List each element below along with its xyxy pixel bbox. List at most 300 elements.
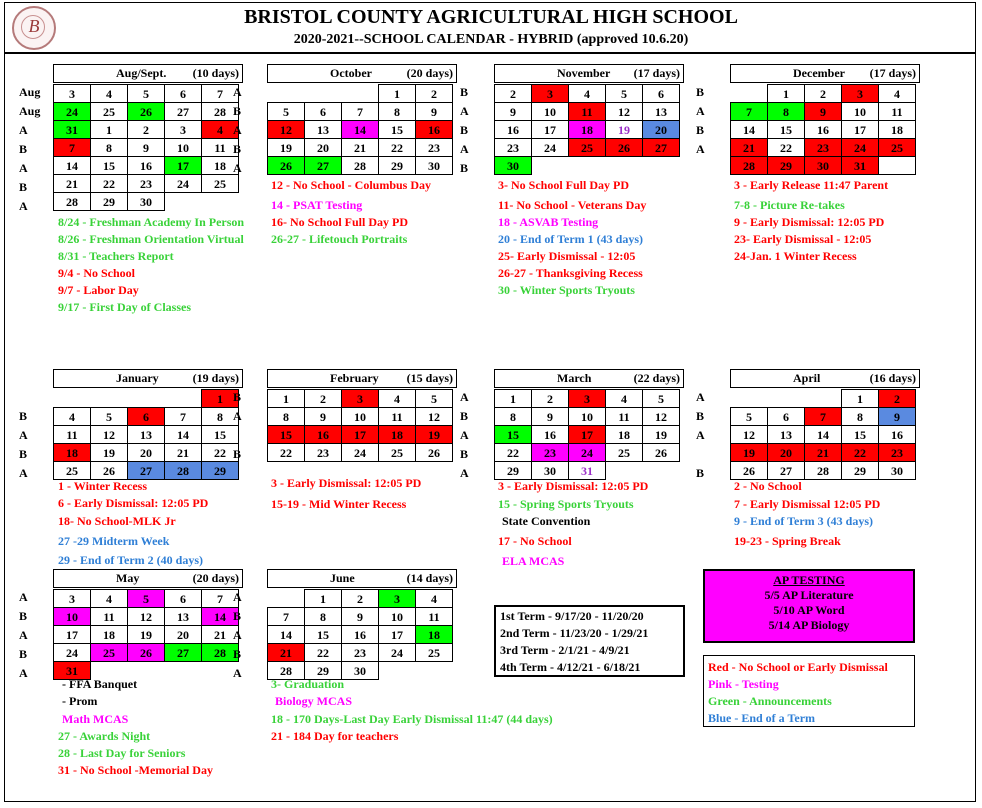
week-ab-label: B [19,647,28,661]
calendar-note: 18 - ASVAB Testing [498,215,599,229]
day-cell: 1 [768,85,805,103]
day-cell: 7 [342,103,379,121]
empty-cell [606,157,643,175]
day-cell: 26 [91,462,128,480]
day-cell: 15 [379,121,416,139]
calendar-note: 23- Early Dismissal - 12:05 [734,232,872,246]
day-cell: 3 [342,390,379,408]
day-cell: 4 [379,390,416,408]
week-row [731,462,916,480]
day-cell: 5 [128,590,165,608]
day-cell: 3 [165,121,202,139]
empty-cell [569,157,606,175]
day-cell: 30 [128,193,165,211]
day-cell: 8 [268,408,305,426]
month-name: May [116,571,140,585]
week-ab-label: A [233,123,242,137]
month-name: Aug/Sept. [116,66,167,80]
empty-cell [768,390,805,408]
day-cell: 19 [128,626,165,644]
week-row [731,408,916,426]
week-row [731,426,916,444]
week-ab-label: Aug [19,85,41,99]
day-cell: 29 [202,462,239,480]
week-ab-label: A [233,666,242,680]
day-cell: 20 [305,139,342,157]
week-row [731,157,916,175]
week-row [495,139,680,157]
day-cell: 7 [202,590,239,608]
day-cell: 24 [342,444,379,462]
day-cell: 13 [128,426,165,444]
day-cell: 28 [54,193,91,211]
day-cell: 28 [731,157,768,175]
day-cell: 11 [54,426,91,444]
day-cell: 15 [268,426,305,444]
term-line: 1st Term - 9/17/20 - 11/20/20 [500,609,644,623]
calendar-note: 3- No School Full Day PD [498,178,630,192]
day-cell: 2 [495,85,532,103]
day-cell: 17 [342,426,379,444]
day-cell: 19 [731,444,768,462]
month-grid-january [53,389,242,480]
day-cell: 3 [842,85,879,103]
day-cell: 4 [54,408,91,426]
day-cell: 5 [606,85,643,103]
day-cell: 8 [379,103,416,121]
day-cell: 21 [342,139,379,157]
calendar-note: 19-23 - Spring Break [734,534,841,548]
term-line: 3rd Term - 2/1/21 - 4/9/21 [500,643,630,657]
day-cell: 22 [202,444,239,462]
day-cell: 12 [731,426,768,444]
week-row [54,139,239,157]
month-grid-augsep [53,84,242,211]
week-row [54,408,239,426]
week-row [495,157,680,175]
week-row [54,121,239,139]
day-cell: 28 [268,662,305,680]
day-cell: 17 [54,626,91,644]
header-divider [4,52,976,54]
day-cell: 6 [643,85,680,103]
month-day-count: (15 days) [406,371,453,385]
day-cell: 28 [202,644,239,662]
week-ab-label: B [233,142,242,156]
day-cell: 19 [606,121,643,139]
month-grid-may [53,589,242,680]
day-cell: 1 [305,590,342,608]
month-name: March [557,371,592,385]
empty-cell [305,85,342,103]
day-cell: 3 [569,390,606,408]
day-cell: 12 [643,408,680,426]
week-row [268,426,453,444]
week-row [268,390,453,408]
day-cell: 24 [842,139,879,157]
week-ab-label: A [233,161,242,175]
day-cell: 18 [569,121,606,139]
calendar-note: 16- No School Full Day PD [271,215,409,229]
day-cell: 26 [606,139,643,157]
month-grid-november [494,84,680,175]
day-cell: 30 [342,662,379,680]
week-row [731,103,916,121]
day-cell: 23 [416,139,453,157]
day-cell: 15 [768,121,805,139]
calendar-note: ELA MCAS [502,554,565,568]
week-ab-label: B [696,409,705,423]
calendar-note: 9/4 - No School [58,266,136,280]
day-cell: 24 [54,103,91,121]
week-ab-label: Aug [19,104,41,118]
week-row [54,426,239,444]
day-cell: 23 [128,175,165,193]
week-ab-label: B [19,142,28,156]
day-cell: 25 [606,444,643,462]
day-cell: 21 [202,626,239,644]
empty-cell [202,193,239,211]
month-name: February [330,371,379,385]
day-cell: 16 [416,121,453,139]
day-cell: 29 [768,157,805,175]
week-row [54,608,239,626]
week-row [54,444,239,462]
month-day-count: (20 days) [192,571,239,585]
week-ab-label: A [696,104,705,118]
term-dates-box [494,605,685,677]
day-cell [879,157,916,175]
day-cell: 28 [805,462,842,480]
term-line: 2nd Term - 11/23/20 - 1/29/21 [500,626,649,640]
day-cell: 9 [879,408,916,426]
day-cell: 25 [416,644,453,662]
week-row [268,590,453,608]
day-cell: 12 [416,408,453,426]
day-cell: 7 [54,139,91,157]
day-cell: 23 [879,444,916,462]
day-cell: 18 [416,626,453,644]
empty-cell [165,390,202,408]
day-cell: 9 [416,103,453,121]
day-cell: 2 [128,121,165,139]
calendar-note: 29 - End of Term 2 (40 days) [58,553,204,567]
calendar-note: - FFA Banquet [62,677,138,691]
day-cell: 11 [569,103,606,121]
day-cell: 25 [569,139,606,157]
month-day-count: (17 days) [869,66,916,80]
month-header-augsep [53,64,243,83]
day-cell: 4 [91,590,128,608]
week-row [495,408,680,426]
day-cell: 30 [416,157,453,175]
day-cell: 27 [768,462,805,480]
calendar-note: Math MCAS [62,712,129,726]
day-cell: 16 [879,426,916,444]
day-cell: 20 [165,626,202,644]
empty-cell [54,390,91,408]
calendar-note: 20 - End of Term 1 (43 days) [498,232,644,246]
day-cell: 5 [91,408,128,426]
day-cell: 26 [416,444,453,462]
day-cell: 30 [879,462,916,480]
day-cell: 9 [805,103,842,121]
legend-item-green: Green - Announcements [708,694,832,708]
month-header-april [730,369,920,388]
day-cell: 7 [202,85,239,103]
empty-cell [731,390,768,408]
calendar-note: 17 - No School [498,534,572,548]
calendar-note: 27 - Awards Night [58,729,151,743]
day-cell: 28 [342,157,379,175]
calendar-note: 2 - No School [734,479,802,493]
week-ab-label: B [233,104,242,118]
calendar-note: 7-8 - Picture Re-takes [734,198,845,212]
day-cell: 24 [532,139,569,157]
legend-item-red: Red - No School or Early Dismissal [708,660,888,674]
day-cell: 14 [342,121,379,139]
month-name: January [116,371,159,385]
day-cell: 30 [532,462,569,480]
month-day-count: (10 days) [192,66,239,80]
day-cell: 17 [569,426,606,444]
day-cell: 4 [569,85,606,103]
week-row [54,590,239,608]
day-cell: 2 [305,390,342,408]
empty-cell [128,390,165,408]
day-cell: 25 [379,444,416,462]
week-ab-label: B [460,123,469,137]
week-row [268,644,453,662]
calendar-note: 3 - Early Dismissal: 12:05 PD [271,476,422,490]
day-cell: 10 [165,139,202,157]
empty-cell [379,662,416,680]
day-cell: 7 [268,608,305,626]
day-cell: 21 [805,444,842,462]
calendar-note: 27 -29 Midterm Week [58,534,170,548]
week-ab-label: A [696,428,705,442]
calendar-note: 3 - Early Dismissal: 12:05 PD [498,479,649,493]
month-name: June [330,571,355,585]
day-cell: 26 [268,157,305,175]
day-cell: 29 [379,157,416,175]
day-cell: 13 [165,608,202,626]
day-cell: 25 [202,175,239,193]
day-cell: 15 [842,426,879,444]
empty-cell [532,157,569,175]
week-row [54,175,239,193]
month-day-count: (22 days) [633,371,680,385]
day-cell: 1 [379,85,416,103]
day-cell: 21 [165,444,202,462]
month-name: November [557,66,611,80]
day-cell: 24 [165,175,202,193]
week-ab-label: B [460,85,469,99]
month-header-october [267,64,457,83]
day-cell: 5 [416,390,453,408]
day-cell: 22 [379,139,416,157]
calendar-note: 11- No School - Veterans Day [498,198,647,212]
day-cell: 15 [495,426,532,444]
day-cell: 8 [768,103,805,121]
day-cell: 4 [91,85,128,103]
month-grid-october [267,84,453,175]
month-day-count: (16 days) [869,371,916,385]
day-cell: 2 [342,590,379,608]
calendar-note: State Convention [502,514,591,528]
day-cell: 25 [91,644,128,662]
ap-testing-item: 5/10 AP Word [773,603,845,617]
week-row [731,121,916,139]
day-cell: 26 [643,444,680,462]
day-cell: 12 [268,121,305,139]
day-cell: 29 [305,662,342,680]
empty-cell [165,662,202,680]
week-row [54,626,239,644]
calendar-note: 7 - Early Dismissal 12:05 PD [734,497,881,511]
day-cell: 2 [879,390,916,408]
month-header-january [53,369,243,388]
week-ab-label: A [233,590,242,604]
ap-testing-box [703,569,915,643]
day-cell: 21 [54,175,91,193]
week-row [268,626,453,644]
empty-cell [268,590,305,608]
week-ab-label: A [460,142,469,156]
calendar-note: Biology MCAS [275,694,353,708]
month-header-november [494,64,684,83]
week-ab-label: A [460,428,469,442]
day-cell: 22 [268,444,305,462]
day-cell: 13 [643,103,680,121]
ap-testing-heading: AP TESTING [773,573,845,587]
week-ab-label: B [233,447,242,461]
month-grid-march [494,389,680,480]
day-cell: 10 [342,408,379,426]
day-cell: 27 [165,103,202,121]
empty-cell [416,662,453,680]
empty-cell [165,193,202,211]
month-header-december [730,64,920,83]
day-cell: 19 [91,444,128,462]
school-seal-icon: B [12,6,56,50]
day-cell: 26 [128,644,165,662]
calendar-note: 9/7 - Labor Day [58,283,139,297]
week-row [54,644,239,662]
day-cell: 11 [91,608,128,626]
day-cell: 20 [128,444,165,462]
week-ab-label: B [460,409,469,423]
month-name: December [793,66,845,80]
day-cell: 31 [54,662,91,680]
calendar-note: 3 - Early Release 11:47 Parent [734,178,889,192]
week-ab-label: B [19,447,28,461]
calendar-note: 15 - Spring Sports Tryouts [498,497,634,511]
day-cell: 5 [128,85,165,103]
week-row [268,121,453,139]
week-ab-label: B [696,123,705,137]
month-header-march [494,369,684,388]
week-ab-label: B [233,647,242,661]
day-cell: 21 [268,644,305,662]
week-row [268,157,453,175]
day-cell: 14 [805,426,842,444]
day-cell: 18 [879,121,916,139]
week-row [495,462,680,480]
day-cell: 8 [305,608,342,626]
calendar-note: 8/26 - Freshman Orientation Virtual [58,232,244,246]
day-cell: 28 [165,462,202,480]
week-ab-label: A [696,390,705,404]
week-ab-label: A [696,142,705,156]
calendar-note: 26-27 - Lifetouch Portraits [271,232,408,246]
empty-cell [268,85,305,103]
empty-cell [606,462,643,480]
day-cell: 14 [731,121,768,139]
day-cell: 9 [342,608,379,626]
day-cell: 29 [842,462,879,480]
empty-cell [731,85,768,103]
calendar-note: 14 - PSAT Testing [271,198,363,212]
week-row [495,85,680,103]
day-cell: 1 [495,390,532,408]
day-cell: 22 [842,444,879,462]
calendar-note: 9/17 - First Day of Classes [58,300,191,314]
week-ab-label: A [19,161,28,175]
day-cell: 30 [805,157,842,175]
month-grid-december [730,84,916,175]
day-cell: 10 [532,103,569,121]
week-ab-label: A [19,466,28,480]
calendar-note: 18 - 170 Days-Last Day Early Dismissal 11:47 (44 days) [271,712,553,726]
day-cell: 14 [268,626,305,644]
day-cell: 14 [202,608,239,626]
legend-item-pink: Pink - Testing [708,677,779,691]
day-cell: 16 [532,426,569,444]
day-cell: 18 [202,157,239,175]
day-cell: 16 [128,157,165,175]
week-ab-label: B [19,180,28,194]
legend-item-blue: Blue - End of a Term [708,711,816,725]
day-cell: 6 [165,85,202,103]
day-cell: 3 [532,85,569,103]
day-cell: 26 [731,462,768,480]
week-row [54,462,239,480]
day-cell: 12 [91,426,128,444]
day-cell: 4 [202,121,239,139]
day-cell: 3 [54,590,91,608]
week-ab-label: B [460,161,469,175]
week-ab-label: A [19,123,28,137]
ap-testing-item: 5/14 AP Biology [768,618,850,632]
week-ab-label: B [460,447,469,461]
day-cell: 12 [606,103,643,121]
day-cell: 27 [128,462,165,480]
day-cell: 16 [305,426,342,444]
day-cell: 8 [842,408,879,426]
month-name: October [330,66,372,80]
month-grid-june [267,589,453,680]
color-legend [703,655,915,727]
day-cell: 25 [54,462,91,480]
week-row [495,390,680,408]
day-cell: 2 [416,85,453,103]
week-row [268,139,453,157]
day-cell: 8 [91,139,128,157]
week-ab-label: B [19,609,28,623]
day-cell: 1 [202,390,239,408]
day-cell: 13 [305,121,342,139]
